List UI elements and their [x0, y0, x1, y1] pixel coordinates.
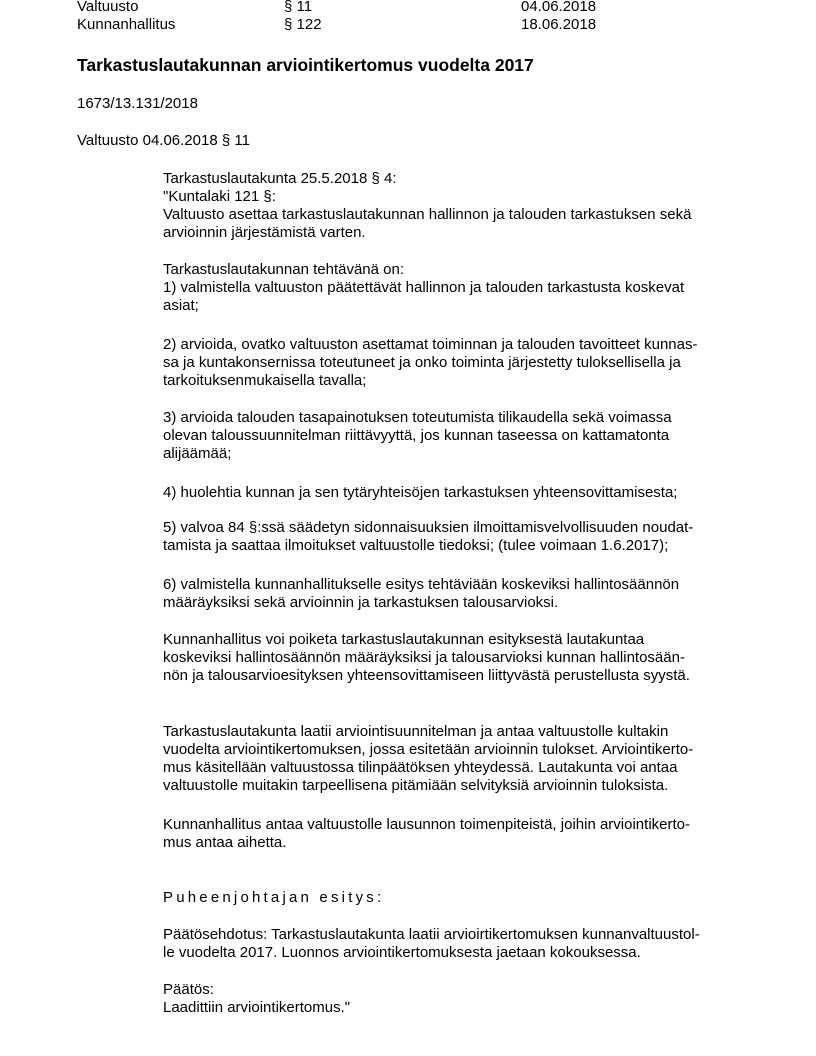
text-line: sa ja kuntakonsernissa toteutuneet ja onko toiminta järjestetty tuloksellisella ja [163, 354, 681, 371]
paragraph-proposal [163, 926, 700, 962]
header-body: Valtuusto [77, 0, 139, 15]
paragraph-duty-2 [163, 336, 698, 390]
text-line: 5) valvoa 84 §:ssä säädetyn sidonnaisuuksien ilmoittamisvelvollisuuden noudat- [163, 519, 694, 536]
text-line: 3) arvioida talouden tasapainotuksen toteutumista tilikaudella sekä voimassa [163, 409, 672, 426]
text-line: "Kuntalaki 121 §: [163, 188, 276, 205]
text-line: määräyksiksi sekä arvioinnin ja tarkastuksen talousarvioksi. [163, 594, 559, 611]
text-line: tarkoituksenmukaisella tavalla; [163, 372, 367, 389]
text-line: Tarkastuslautakunta laatii arviointisuunnitelman ja antaa valtuustolle kultakin [163, 723, 669, 740]
text-line: 6) valmistella kunnanhallitukselle esitys tehtäviään koskeviksi hallintosäännön [163, 576, 680, 593]
paragraph-intro [163, 170, 691, 242]
meeting-reference: Valtuusto 04.06.2018 § 11 [77, 132, 250, 149]
text-line: 1) valmistella valtuuston päätettävät hallinnon ja talouden tarkastusta koskevat [163, 279, 685, 296]
paragraph-duty-4 [163, 484, 677, 502]
text-line: Valtuusto asettaa tarkastuslautakunnan hallinnon ja talouden tarkastuksen sekä [163, 206, 692, 223]
text-line: Laadittiin arviointikertomus." [163, 999, 351, 1016]
text-line: Kunnanhallitus antaa valtuustolle lausunnon toimenpiteistä, joihin arviointikerto- [163, 816, 690, 833]
text-line: 2) arvioida, ovatko valtuuston asettamat toiminnan ja talouden tavoitteet kunnas- [163, 336, 698, 353]
paragraph-board-deviation [163, 631, 690, 685]
text-line: mus käsitellään valtuustossa tilinpäätöksen yhteydessä. Lautakunta voi antaa [163, 759, 678, 776]
header-date: 04.06.2018 [521, 0, 597, 15]
header-section: § 11 [284, 0, 313, 15]
text-line: alijäämää; [163, 445, 232, 462]
text-line: arvioinnin järjestämistä varten. [163, 224, 366, 241]
text-line: Päätös: [163, 981, 214, 998]
header-date: 18.06.2018 [521, 16, 597, 33]
text-line: olevan taloussuunnitelman riittävyyttä, jos kunnan taseessa on kattamatonta [163, 427, 670, 444]
text-line: asiat; [163, 297, 199, 314]
record-number: 1673/13.131/2018 [77, 95, 198, 112]
text-line: vuodelta arviointikertomuksen, jossa esitetään arvioinnin tulokset. Arviointikerto- [163, 741, 694, 758]
paragraph-decision [163, 981, 350, 1017]
header-body: Kunnanhallitus [77, 16, 176, 33]
text-line: valtuustolle muitakin tarpeellisena pitämiään selvityksiä arvioinnin tuloksista. [163, 777, 669, 794]
paragraph-duty-5 [163, 519, 693, 555]
text-line: Tarkastuslautakunnan tehtävänä on: [163, 261, 405, 278]
paragraph-duty-3 [163, 409, 672, 463]
text-line: Puheenjohtajan esitys: [163, 889, 385, 906]
text-line: 4) huolehtia kunnan ja sen tytäryhteisöjen tarkastuksen yhteensovittamisesta; [163, 484, 678, 501]
text-line: Kunnanhallitus voi poiketa tarkastuslautakunnan esityksestä lautakuntaa [163, 631, 645, 648]
header-section: § 122 [284, 16, 322, 33]
paragraph-evaluation-plan [163, 723, 693, 795]
text-line: koskeviksi hallintosäännön määräyksiksi ja talousarvioksi kunnan hallintosään- [163, 649, 685, 666]
page-title: Tarkastuslautakunnan arviointikertomus vuodelta 2017 [77, 55, 534, 75]
text-line: le vuodelta 2017. Luonnos arviointikertomuksesta jaetaan kokouksessa. [163, 944, 641, 961]
text-line: Päätösehdotus: Tarkastuslautakunta laatii arvioirtikertomuksen kunnanvaltuustol- [163, 926, 700, 943]
text-line: mus antaa aihetta. [163, 834, 287, 851]
paragraph-duty-6 [163, 576, 679, 612]
paragraph-chair-proposal-heading [163, 889, 384, 907]
paragraph-duties [163, 261, 684, 315]
text-line: Tarkastuslautakunta 25.5.2018 § 4: [163, 170, 397, 187]
text-line: nön ja talousarvioesityksen yhteensovittamiseen liittyvästä perustellusta syystä. [163, 667, 690, 684]
text-line: tamista ja saattaa ilmoitukset valtuustolle tiedoksi; (tulee voimaan 1.6.2017); [163, 537, 669, 554]
paragraph-board-statement [163, 816, 690, 852]
